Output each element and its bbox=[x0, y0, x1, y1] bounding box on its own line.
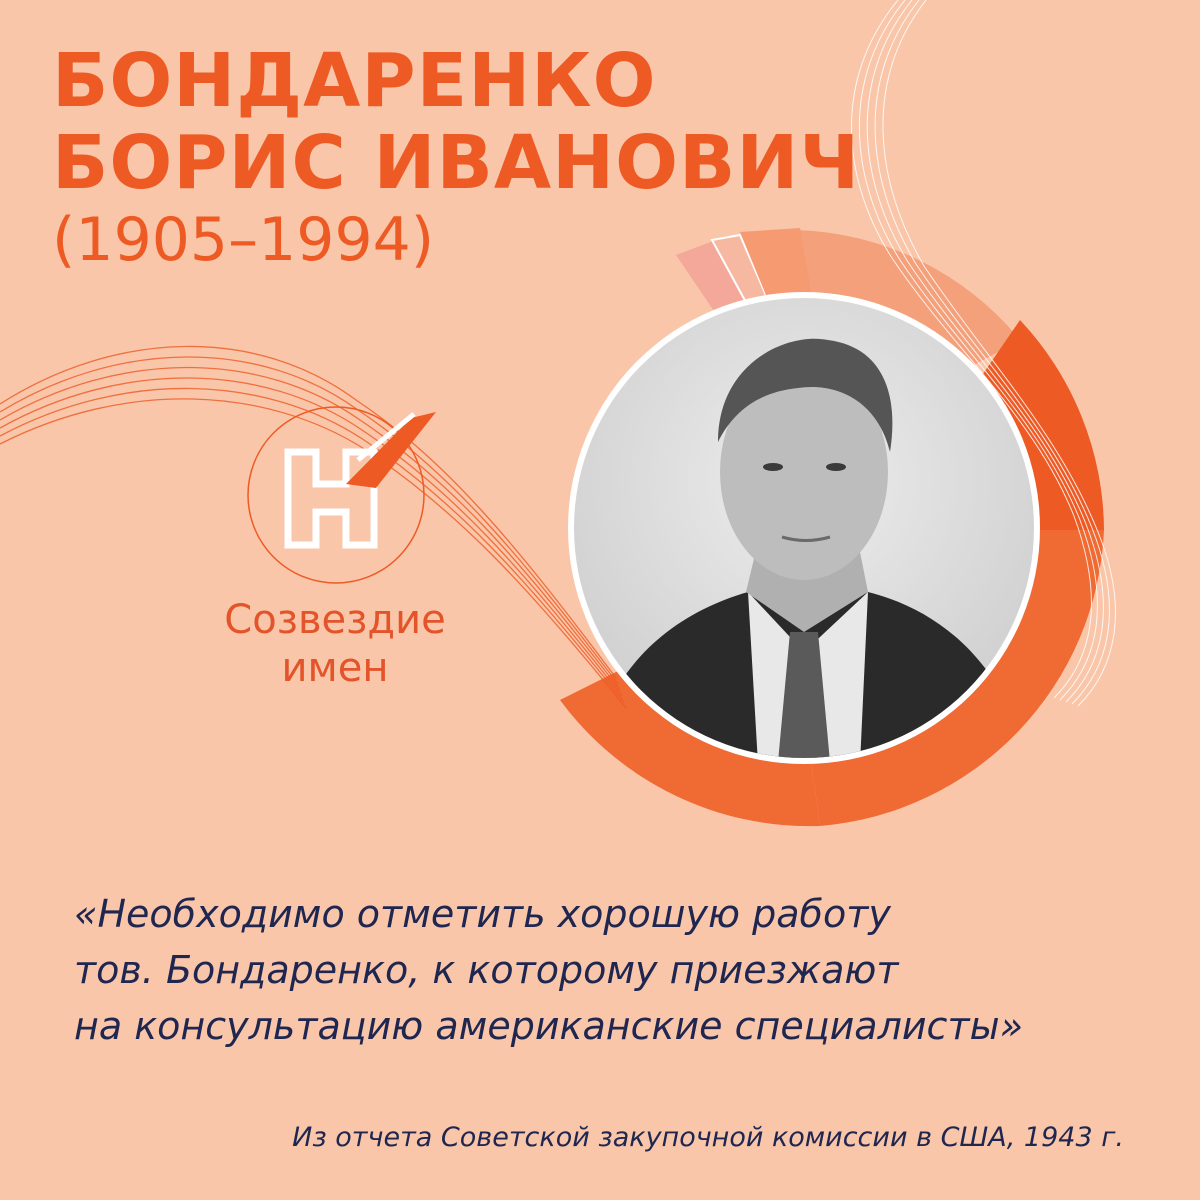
life-years: (1905–1994) bbox=[52, 205, 435, 275]
logo-caption-line2: имен bbox=[281, 645, 389, 691]
quote-source: Из отчета Советской закупочной комиссии в США, 1943 г. bbox=[292, 1122, 1124, 1153]
given-names: БОРИС ИВАНОВИЧ bbox=[52, 120, 861, 206]
quote-line3: на консультацию американские специалисты» bbox=[74, 1004, 1024, 1048]
logo-caption bbox=[210, 596, 460, 692]
logo-caption-line1: Созвездие bbox=[224, 597, 446, 643]
person-name-heading bbox=[52, 40, 860, 204]
portrait-photo bbox=[568, 292, 1040, 764]
surname: БОНДАРЕНКО bbox=[52, 38, 657, 124]
quote-line1: «Необходимо отметить хорошую работу bbox=[74, 892, 891, 936]
quote-line2: тов. Бондаренко, к которому приезжают bbox=[74, 948, 899, 992]
quote-text bbox=[74, 886, 1134, 1054]
constellation-h-logo-icon bbox=[236, 400, 446, 590]
